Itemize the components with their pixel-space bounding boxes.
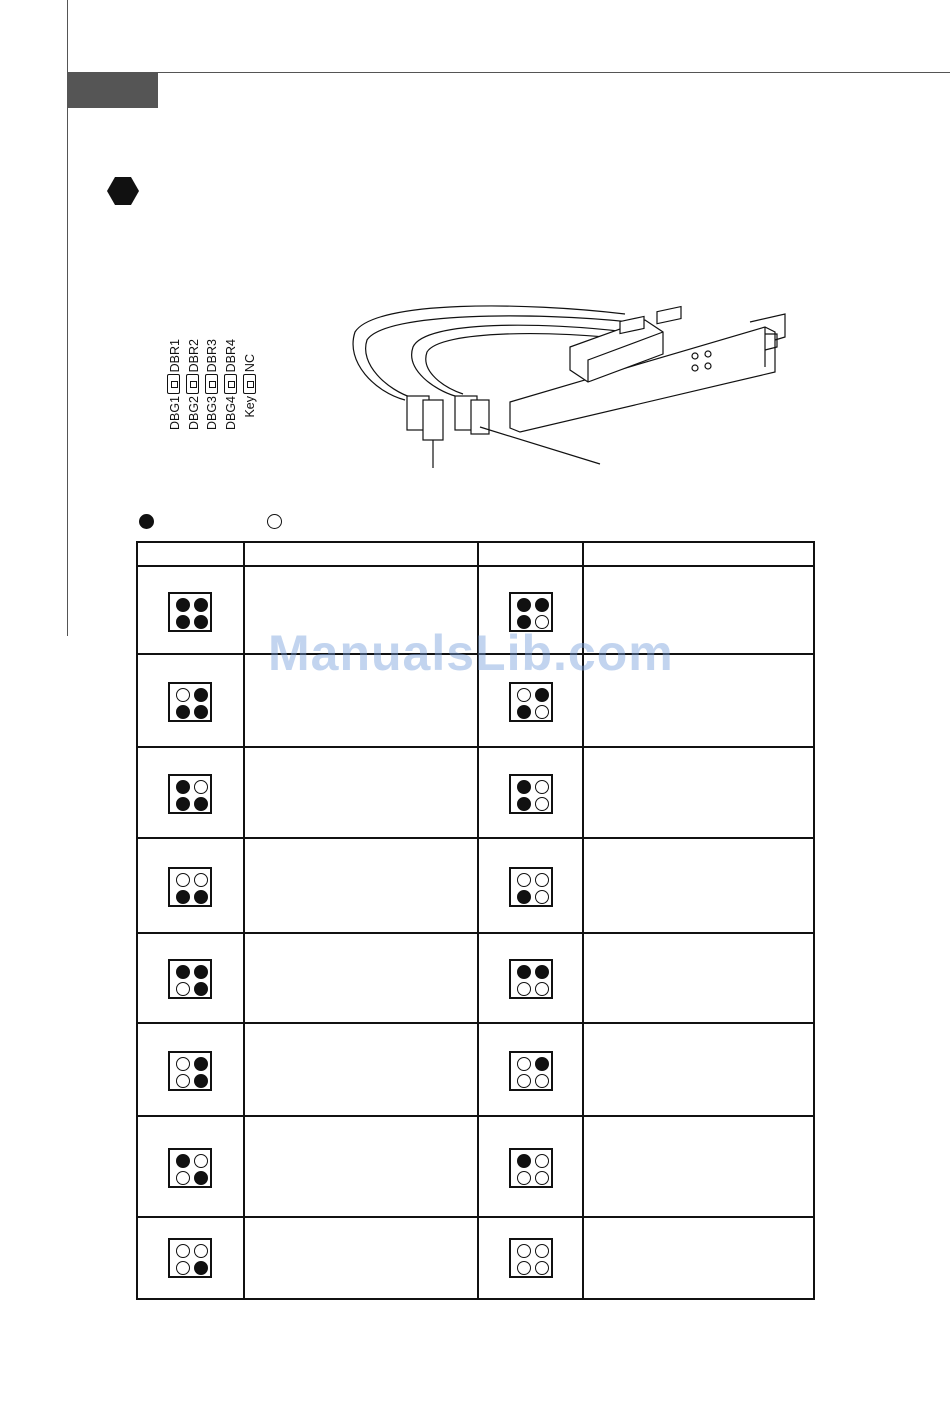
led-on-icon bbox=[517, 965, 531, 979]
led-on-icon bbox=[194, 797, 208, 811]
led-on-icon bbox=[176, 780, 190, 794]
led-on-icon bbox=[176, 598, 190, 612]
led-pattern bbox=[509, 867, 553, 907]
pin-header-diagram bbox=[160, 322, 270, 457]
led-on-icon bbox=[139, 514, 154, 529]
led-off-icon bbox=[535, 780, 549, 794]
pin-pair bbox=[224, 374, 237, 394]
led-on-icon bbox=[176, 705, 190, 719]
row-divider bbox=[138, 1216, 813, 1218]
pin-pair bbox=[205, 374, 218, 394]
led-off-icon bbox=[176, 1244, 190, 1258]
led-off-icon bbox=[517, 982, 531, 996]
table-header bbox=[138, 543, 813, 567]
row-divider bbox=[138, 837, 813, 839]
led-off-icon bbox=[535, 1171, 549, 1185]
led-on-icon bbox=[194, 688, 208, 702]
led-on-icon bbox=[194, 1261, 208, 1275]
led-off-icon bbox=[517, 1171, 531, 1185]
led-on-icon bbox=[194, 1171, 208, 1185]
led-off-icon bbox=[517, 1261, 531, 1275]
pin-pair bbox=[167, 374, 180, 394]
pin-label-top: NC bbox=[243, 353, 257, 372]
led-pattern bbox=[509, 1051, 553, 1091]
led-off-icon bbox=[194, 1154, 208, 1168]
row-divider bbox=[138, 1022, 813, 1024]
led-on-icon bbox=[535, 965, 549, 979]
watermark: ManualsLib.com bbox=[268, 625, 674, 681]
led-off-icon bbox=[176, 1171, 190, 1185]
led-pattern bbox=[168, 774, 212, 814]
led-on-icon bbox=[535, 1057, 549, 1071]
pin-label-bottom: DBG2 bbox=[187, 396, 201, 431]
led-pattern bbox=[168, 682, 212, 722]
led-pattern bbox=[509, 682, 553, 722]
led-on-icon bbox=[517, 1154, 531, 1168]
led-off-icon bbox=[176, 1057, 190, 1071]
pin-label-top: DBR2 bbox=[187, 338, 201, 372]
led-pattern bbox=[168, 1238, 212, 1278]
led-on-icon bbox=[517, 780, 531, 794]
column-divider bbox=[243, 543, 245, 1298]
led-pattern bbox=[168, 867, 212, 907]
led-on-icon bbox=[194, 1074, 208, 1088]
led-off-icon bbox=[194, 873, 208, 887]
led-off-icon bbox=[517, 688, 531, 702]
led-pattern bbox=[509, 959, 553, 999]
led-off-icon bbox=[194, 780, 208, 794]
led-off-icon bbox=[535, 873, 549, 887]
led-off-icon bbox=[176, 1074, 190, 1088]
row-divider bbox=[138, 932, 813, 934]
led-on-icon bbox=[194, 982, 208, 996]
led-off-icon bbox=[535, 1154, 549, 1168]
pin-label-bottom: DBG1 bbox=[168, 396, 182, 431]
led-off-icon bbox=[194, 1244, 208, 1258]
led-bracket-illustration bbox=[345, 292, 795, 477]
led-on-icon bbox=[194, 890, 208, 904]
row-divider bbox=[138, 1115, 813, 1117]
led-off-icon bbox=[535, 890, 549, 904]
led-on-icon bbox=[517, 705, 531, 719]
led-off-icon bbox=[535, 982, 549, 996]
led-on-icon bbox=[176, 797, 190, 811]
pin-pair bbox=[186, 374, 199, 394]
led-on-icon bbox=[176, 615, 190, 629]
led-off-icon bbox=[517, 1057, 531, 1071]
header-rule bbox=[67, 72, 950, 73]
led-on-icon bbox=[194, 615, 208, 629]
led-pattern bbox=[509, 1148, 553, 1188]
led-pattern bbox=[509, 774, 553, 814]
led-off-icon bbox=[535, 797, 549, 811]
led-pattern bbox=[509, 1238, 553, 1278]
led-pattern bbox=[168, 1051, 212, 1091]
pin-pair bbox=[243, 374, 256, 394]
led-off-icon bbox=[176, 982, 190, 996]
led-off-icon bbox=[517, 873, 531, 887]
chapter-tab bbox=[68, 73, 158, 108]
pin-label-bottom: Key bbox=[243, 396, 257, 418]
pin-label-top: DBR3 bbox=[205, 338, 219, 372]
led-off-icon bbox=[267, 514, 282, 529]
led-on-icon bbox=[176, 965, 190, 979]
led-on-icon bbox=[517, 797, 531, 811]
led-on-icon bbox=[176, 890, 190, 904]
led-on-icon bbox=[194, 965, 208, 979]
led-off-icon bbox=[517, 1244, 531, 1258]
led-pattern bbox=[168, 1148, 212, 1188]
led-pattern bbox=[168, 592, 212, 632]
led-off-icon bbox=[517, 1074, 531, 1088]
led-off-icon bbox=[535, 705, 549, 719]
pin-label-bottom: DBG3 bbox=[205, 396, 219, 431]
led-off-icon bbox=[176, 688, 190, 702]
led-on-icon bbox=[535, 688, 549, 702]
led-off-icon bbox=[535, 1074, 549, 1088]
led-off-icon bbox=[176, 873, 190, 887]
led-off-icon bbox=[176, 1261, 190, 1275]
led-on-icon bbox=[176, 1154, 190, 1168]
led-on-icon bbox=[517, 598, 531, 612]
pin-label-bottom: DBG4 bbox=[224, 396, 238, 431]
led-on-icon bbox=[194, 598, 208, 612]
section-bullet-icon bbox=[106, 176, 140, 206]
pin-label-top: DBR4 bbox=[224, 338, 238, 372]
led-on-icon bbox=[517, 890, 531, 904]
led-pattern bbox=[168, 959, 212, 999]
led-on-icon bbox=[194, 705, 208, 719]
led-off-icon bbox=[535, 1244, 549, 1258]
row-divider bbox=[138, 746, 813, 748]
led-on-icon bbox=[194, 1057, 208, 1071]
led-on-icon bbox=[535, 598, 549, 612]
pin-label-top: DBR1 bbox=[168, 338, 182, 372]
led-off-icon bbox=[535, 1261, 549, 1275]
